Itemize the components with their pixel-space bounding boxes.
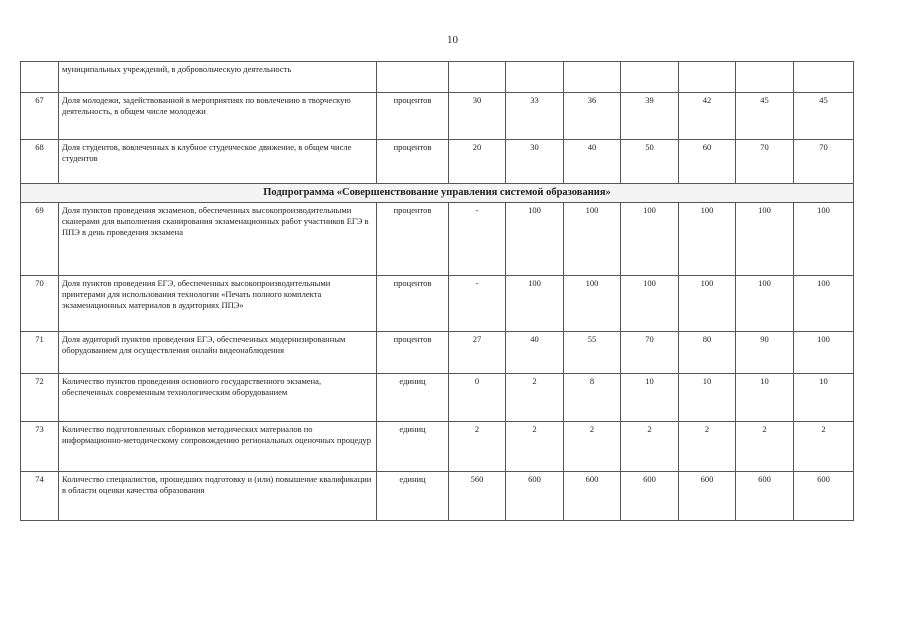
indicator-name: Количество пунктов проведения основного государственного экзамена, обеспеченных современным технологическим оборудованием xyxy=(59,373,377,421)
value-cell: - xyxy=(449,275,506,331)
value-cell: 36 xyxy=(564,93,621,140)
value-cell xyxy=(736,62,794,93)
value-cell: 90 xyxy=(736,331,794,373)
indicator-name: Доля аудиторий пунктов проведения ЕГЭ, обеспеченных модернизированным оборудованием для осуществления онлайн видеонаблюдения xyxy=(59,331,377,373)
unit-cell: процентов xyxy=(377,140,449,184)
value-cell xyxy=(621,62,679,93)
row-number: 69 xyxy=(21,202,59,275)
value-cell: 2 xyxy=(506,421,564,471)
value-cell: 100 xyxy=(794,202,854,275)
value-cell: 600 xyxy=(564,471,621,520)
value-cell xyxy=(679,62,736,93)
section-header-group xyxy=(21,184,854,203)
indicator-name: муниципальных учреждений, в добровольческую деятельность xyxy=(59,62,377,93)
row-number: 74 xyxy=(21,471,59,520)
value-cell: 45 xyxy=(794,93,854,140)
value-cell: 2 xyxy=(679,421,736,471)
value-cell: 45 xyxy=(736,93,794,140)
unit-cell: единиц xyxy=(377,373,449,421)
row-number: 67 xyxy=(21,93,59,140)
unit-cell xyxy=(377,62,449,93)
value-cell xyxy=(506,62,564,93)
value-cell: 30 xyxy=(449,93,506,140)
unit-cell: процентов xyxy=(377,331,449,373)
value-cell: 70 xyxy=(736,140,794,184)
value-cell: 600 xyxy=(621,471,679,520)
value-cell: 10 xyxy=(736,373,794,421)
value-cell: 100 xyxy=(679,275,736,331)
value-cell xyxy=(794,62,854,93)
row-number: 70 xyxy=(21,275,59,331)
unit-cell: единиц xyxy=(377,471,449,520)
value-cell: 80 xyxy=(679,331,736,373)
table-row xyxy=(21,62,854,93)
table-row xyxy=(21,331,854,373)
value-cell: 100 xyxy=(736,275,794,331)
indicator-name: Доля пунктов проведения ЕГЭ, обеспеченных высокопроизводительными принтерами для использования технологии «Печать полного комплекта экзаменационных материалов в аудиториях ППЭ» xyxy=(59,275,377,331)
table-row xyxy=(21,275,854,331)
value-cell xyxy=(449,62,506,93)
value-cell: - xyxy=(449,202,506,275)
value-cell: 100 xyxy=(621,275,679,331)
section-header-row xyxy=(21,184,854,203)
value-cell: 42 xyxy=(679,93,736,140)
unit-cell: процентов xyxy=(377,93,449,140)
indicators-table xyxy=(20,61,854,521)
value-cell: 600 xyxy=(679,471,736,520)
value-cell: 100 xyxy=(564,202,621,275)
value-cell: 60 xyxy=(679,140,736,184)
indicator-name: Доля пунктов проведения экзаменов, обеспеченных высокопроизводительными сканерами для выполнения сканирования экзаменационных работ участников ЕГЭ в ППЭ в день проведения экзамена xyxy=(59,202,377,275)
table-row xyxy=(21,140,854,184)
value-cell: 600 xyxy=(736,471,794,520)
section-title: Подпрограмма «Совершенствование управления системой образования» xyxy=(21,184,854,203)
value-cell: 100 xyxy=(794,331,854,373)
value-cell: 100 xyxy=(736,202,794,275)
value-cell: 2 xyxy=(449,421,506,471)
value-cell: 2 xyxy=(736,421,794,471)
rows-after-section xyxy=(21,202,854,520)
value-cell: 100 xyxy=(794,275,854,331)
value-cell: 560 xyxy=(449,471,506,520)
value-cell: 2 xyxy=(621,421,679,471)
unit-cell: единиц xyxy=(377,421,449,471)
indicator-name: Количество подготовленных сборников методических материалов по информационно-методическому сопровождению региональных оценочных процедур xyxy=(59,421,377,471)
value-cell: 10 xyxy=(679,373,736,421)
value-cell: 100 xyxy=(506,202,564,275)
value-cell: 50 xyxy=(621,140,679,184)
value-cell xyxy=(564,62,621,93)
table-row xyxy=(21,93,854,140)
value-cell: 70 xyxy=(794,140,854,184)
row-number xyxy=(21,62,59,93)
value-cell: 27 xyxy=(449,331,506,373)
value-cell: 30 xyxy=(506,140,564,184)
indicator-name: Доля молодежи, задействованной в мероприятиях по вовлечению в творческую деятельность, в общем числе молодежи xyxy=(59,93,377,140)
value-cell: 20 xyxy=(449,140,506,184)
value-cell: 100 xyxy=(679,202,736,275)
table-row xyxy=(21,373,854,421)
value-cell: 2 xyxy=(564,421,621,471)
value-cell: 55 xyxy=(564,331,621,373)
value-cell: 33 xyxy=(506,93,564,140)
value-cell: 40 xyxy=(564,140,621,184)
table-row xyxy=(21,202,854,275)
value-cell: 100 xyxy=(564,275,621,331)
value-cell: 39 xyxy=(621,93,679,140)
value-cell: 600 xyxy=(506,471,564,520)
table-row xyxy=(21,471,854,520)
row-number: 73 xyxy=(21,421,59,471)
unit-cell: процентов xyxy=(377,202,449,275)
row-number: 68 xyxy=(21,140,59,184)
value-cell: 10 xyxy=(794,373,854,421)
unit-cell: процентов xyxy=(377,275,449,331)
value-cell: 70 xyxy=(621,331,679,373)
value-cell: 40 xyxy=(506,331,564,373)
value-cell: 100 xyxy=(621,202,679,275)
rows-before-section xyxy=(21,62,854,184)
row-number: 71 xyxy=(21,331,59,373)
value-cell: 10 xyxy=(621,373,679,421)
value-cell: 2 xyxy=(506,373,564,421)
row-number: 72 xyxy=(21,373,59,421)
value-cell: 100 xyxy=(506,275,564,331)
value-cell: 8 xyxy=(564,373,621,421)
indicator-name: Количество специалистов, прошедших подготовку и (или) повышение квалификации в области оценки качества образования xyxy=(59,471,377,520)
table-row xyxy=(21,421,854,471)
indicator-name: Доля студентов, вовлеченных в клубное студенческое движение, в общем числе студентов xyxy=(59,140,377,184)
page-number: 10 xyxy=(447,34,458,46)
value-cell: 600 xyxy=(794,471,854,520)
value-cell: 2 xyxy=(794,421,854,471)
value-cell: 0 xyxy=(449,373,506,421)
